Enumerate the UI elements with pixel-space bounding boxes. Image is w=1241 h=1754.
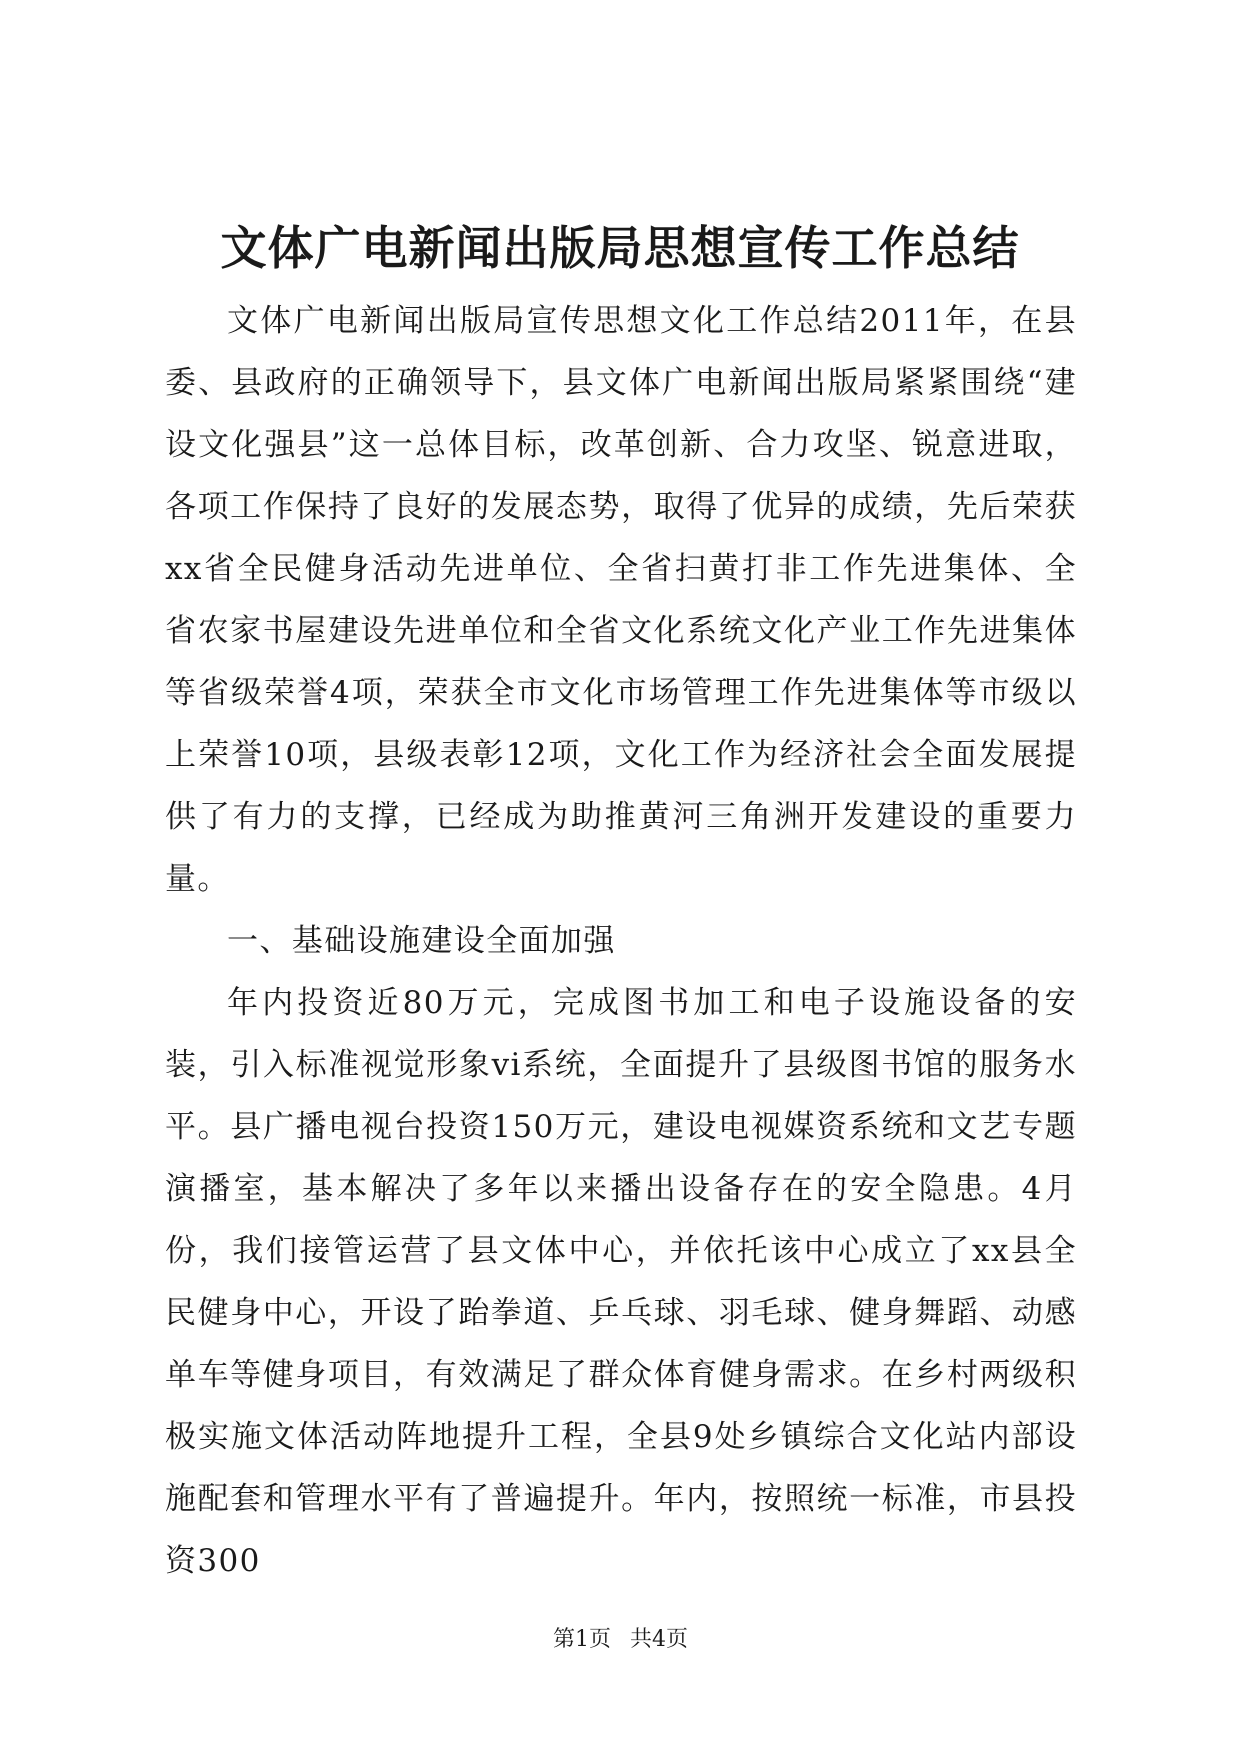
paragraph-infrastructure: 年内投资近80万元，完成图书加工和电子设施设备的安装，引入标准视觉形象vi系统，全面提升了县级图书馆的服务水平。县广播电视台投资150万元，建设电视媒资系统和文艺专题演播室，基本解决了多年以来播出设备存在的安全隐患。4月份，我们接管运营了县文体中心，并依托该中心成立了xx县全民健身中心，开设了跆拳道、乒乓球、羽毛球、健身舞蹈、动感单车等健身项目，有效满足了群众体育健身需求。在乡村两级积极实施文体活动阵地提升工程，全县9处乡镇综合文化站内部设施配套和管理水平有了普遍提升。年内，按照统一标准，市县投资300 — [165, 985, 1077, 1579]
page-total: 共4页 — [630, 1627, 688, 1652]
document-body — [165, 290, 1077, 1592]
paragraph-intro: 文体广电新闻出版局宣传思想文化工作总结2011年，在县委、县政府的正确领导下，县文体广电新闻出版局紧紧围绕“建设文化强县”这一总体目标，改革创新、合力攻坚、锐意进取，各项工作保持了良好的发展态势，取得了优异的成绩，先后荣获xx省全民健身活动先进单位、全省扫黄打非工作先进集体、全省农家书屋建设先进单位和全省文化系统文化产业工作先进集体等省级荣誉4项，荣获全市文化市场管理工作先进集体等市级以上荣誉10项，县级表彰12项，文化工作为经济社会全面发展提供了有力的支撑，已经成为助推黄河三角洲开发建设的重要力量。 — [165, 303, 1077, 897]
section-heading: 一、基础设施建设全面加强 — [227, 923, 616, 959]
page-number: 第1页 — [553, 1627, 611, 1652]
document-title: 文体广电新闻出版局思想宣传工作总结 — [220, 221, 1020, 275]
page-footer — [0, 1626, 1241, 1654]
